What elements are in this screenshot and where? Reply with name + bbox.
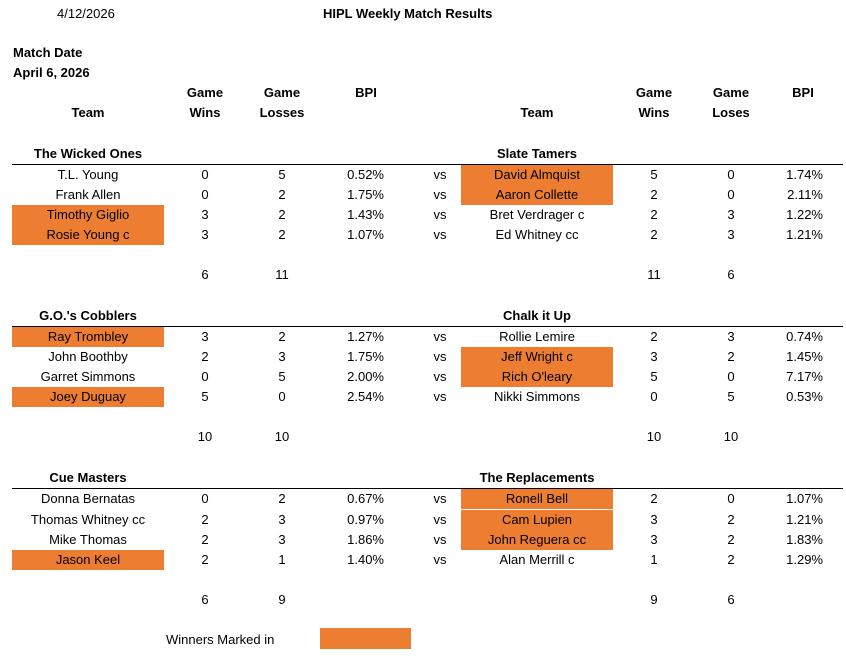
- home-player-wins: 2: [201, 512, 209, 527]
- home-player-losses: 3: [278, 512, 286, 527]
- away-player-bpi: 1.22%: [786, 207, 823, 222]
- away-player-losses: 2: [727, 512, 735, 527]
- home-player-bpi: 0.52%: [347, 167, 384, 182]
- home-player-name: Frank Allen: [55, 187, 121, 202]
- page-title: HIPL Weekly Match Results: [323, 6, 493, 21]
- away-player-losses: 2: [727, 532, 735, 547]
- home-total-losses: 9: [278, 592, 286, 607]
- home-player-wins: 0: [201, 167, 209, 182]
- away-player-wins: 3: [650, 512, 658, 527]
- away-total-wins: 10: [646, 429, 662, 444]
- col-header-wins-left-1: Game: [186, 85, 224, 100]
- home-player-bpi: 1.86%: [347, 532, 384, 547]
- vs-label: vs: [433, 349, 447, 364]
- away-player-name-winner: Cam Lupien: [461, 510, 613, 530]
- home-player-bpi: 1.07%: [347, 227, 384, 242]
- away-player-wins: 2: [650, 227, 658, 242]
- vs-label: vs: [433, 491, 447, 506]
- home-player-name-winner: Timothy Giglio: [12, 205, 164, 225]
- col-header-bpi-right: BPI: [792, 85, 814, 100]
- col-header-team-right: Team: [520, 105, 554, 120]
- vs-label: vs: [433, 369, 447, 384]
- home-player-bpi: 0.67%: [347, 491, 384, 506]
- match-date-label: Match Date: [13, 45, 83, 60]
- home-player-losses: 5: [278, 167, 286, 182]
- away-player-bpi: 1.21%: [786, 227, 823, 242]
- vs-label: vs: [433, 552, 447, 567]
- away-player-wins: 2: [650, 329, 658, 344]
- col-header-wins-right-2: Wins: [638, 105, 670, 120]
- home-player-wins: 2: [201, 532, 209, 547]
- away-total-wins: 9: [650, 592, 658, 607]
- col-header-losses-right-2: Loses: [712, 105, 750, 120]
- away-player-bpi: 1.21%: [786, 512, 823, 527]
- home-player-bpi: 2.54%: [347, 389, 384, 404]
- home-player-wins: 3: [201, 207, 209, 222]
- away-team-name: Chalk it Up: [503, 308, 571, 323]
- away-player-bpi: 1.45%: [786, 349, 823, 364]
- away-player-name: Rollie Lemire: [499, 329, 575, 344]
- away-total-losses: 6: [727, 267, 735, 282]
- home-player-losses: 2: [278, 491, 286, 506]
- away-player-losses: 3: [727, 227, 735, 242]
- away-player-losses: 3: [727, 329, 735, 344]
- vs-label: vs: [433, 167, 447, 182]
- away-player-name-winner: John Reguera cc: [461, 530, 613, 550]
- home-player-name: Thomas Whitney cc: [30, 512, 146, 527]
- away-player-name-winner: David Almquist: [461, 165, 613, 185]
- away-player-bpi: 1.07%: [786, 491, 823, 506]
- legend-label: Winners Marked in: [166, 632, 275, 647]
- vs-label: vs: [433, 329, 447, 344]
- home-player-wins: 3: [201, 329, 209, 344]
- home-player-losses: 3: [278, 532, 286, 547]
- vs-label: vs: [433, 512, 447, 527]
- away-player-losses: 0: [727, 369, 735, 384]
- home-player-wins: 2: [201, 552, 209, 567]
- away-player-wins: 2: [650, 207, 658, 222]
- home-player-name: Donna Bernatas: [41, 491, 135, 506]
- away-player-losses: 2: [727, 552, 735, 567]
- away-total-losses: 10: [723, 429, 739, 444]
- away-player-name: Ed Whitney cc: [495, 227, 579, 242]
- away-player-wins: 5: [650, 167, 658, 182]
- away-player-bpi: 0.74%: [786, 329, 823, 344]
- home-player-losses: 2: [278, 207, 286, 222]
- vs-label: vs: [433, 227, 447, 242]
- away-player-name: Bret Verdrager c: [489, 207, 585, 222]
- away-player-wins: 0: [650, 389, 658, 404]
- away-player-losses: 0: [727, 167, 735, 182]
- home-player-losses: 0: [278, 389, 286, 404]
- home-total-wins: 10: [197, 429, 213, 444]
- home-player-losses: 2: [278, 227, 286, 242]
- home-player-losses: 5: [278, 369, 286, 384]
- home-player-name: John Boothby: [48, 349, 128, 364]
- home-total-wins: 6: [201, 267, 209, 282]
- home-player-bpi: 0.97%: [347, 512, 384, 527]
- away-player-losses: 0: [727, 187, 735, 202]
- home-player-bpi: 1.40%: [347, 552, 384, 567]
- home-player-losses: 1: [278, 552, 286, 567]
- home-team-name: G.O.'s Cobblers: [39, 308, 137, 323]
- away-player-bpi: 0.53%: [786, 389, 823, 404]
- home-player-name-winner: Jason Keel: [12, 550, 164, 570]
- home-player-wins: 0: [201, 187, 209, 202]
- report-date: 4/12/2026: [57, 6, 115, 21]
- col-header-losses-left-2: Losses: [259, 105, 305, 120]
- home-player-name: Garret Simmons: [40, 369, 136, 384]
- col-header-losses-left-1: Game: [263, 85, 301, 100]
- home-player-wins: 5: [201, 389, 209, 404]
- away-team-name: Slate Tamers: [497, 146, 577, 161]
- away-player-losses: 2: [727, 349, 735, 364]
- home-player-name-winner: Ray Trombley: [12, 327, 164, 347]
- home-player-bpi: 1.75%: [347, 187, 384, 202]
- away-player-bpi: 1.29%: [786, 552, 823, 567]
- away-player-wins: 5: [650, 369, 658, 384]
- home-player-bpi: 1.43%: [347, 207, 384, 222]
- vs-label: vs: [433, 187, 447, 202]
- away-player-name-winner: Ronell Bell: [461, 489, 613, 509]
- home-player-wins: 0: [201, 369, 209, 384]
- away-total-losses: 6: [727, 592, 735, 607]
- col-header-bpi-left: BPI: [355, 85, 377, 100]
- home-total-losses: 11: [275, 267, 289, 282]
- home-player-losses: 3: [278, 349, 286, 364]
- vs-label: vs: [433, 389, 447, 404]
- away-player-wins: 3: [650, 532, 658, 547]
- away-player-wins: 2: [650, 491, 658, 506]
- home-player-losses: 2: [278, 329, 286, 344]
- away-player-wins: 2: [650, 187, 658, 202]
- home-team-name: Cue Masters: [49, 470, 127, 485]
- away-player-bpi: 1.83%: [786, 532, 823, 547]
- home-player-bpi: 1.27%: [347, 329, 384, 344]
- vs-label: vs: [433, 532, 447, 547]
- away-player-name: Nikki Simmons: [494, 389, 580, 404]
- col-header-team-left: Team: [71, 105, 105, 120]
- vs-label: vs: [433, 207, 447, 222]
- away-player-name-winner: Jeff Wright c: [461, 347, 613, 367]
- home-player-wins: 0: [201, 491, 209, 506]
- home-player-bpi: 1.75%: [347, 349, 384, 364]
- away-player-bpi: 2.11%: [787, 187, 823, 202]
- home-total-wins: 6: [201, 592, 209, 607]
- col-header-wins-right-1: Game: [635, 85, 673, 100]
- home-player-wins: 3: [201, 227, 209, 242]
- home-player-bpi: 2.00%: [347, 369, 384, 384]
- col-header-wins-left-2: Wins: [189, 105, 221, 120]
- away-player-losses: 5: [727, 389, 735, 404]
- home-team-name: The Wicked Ones: [33, 146, 143, 161]
- home-player-losses: 2: [278, 187, 286, 202]
- home-player-name: Mike Thomas: [49, 532, 127, 547]
- away-player-name: Alan Merrill c: [499, 552, 575, 567]
- away-player-bpi: 1.74%: [786, 167, 823, 182]
- away-player-losses: 3: [727, 207, 735, 222]
- away-player-wins: 1: [650, 552, 658, 567]
- home-player-name-winner: Joey Duguay: [12, 387, 164, 407]
- col-header-losses-right-1: Game: [712, 85, 750, 100]
- away-player-name-winner: Aaron Collette: [461, 185, 613, 205]
- home-total-losses: 10: [274, 429, 290, 444]
- away-player-wins: 3: [650, 349, 658, 364]
- home-player-name-winner: Rosie Young c: [12, 225, 164, 245]
- away-team-name: The Replacements: [479, 470, 595, 485]
- home-player-name: T.L. Young: [57, 167, 119, 182]
- away-total-wins: 11: [647, 267, 661, 282]
- away-player-name-winner: Rich O'leary: [461, 367, 613, 387]
- match-date: April 6, 2026: [13, 65, 90, 80]
- home-player-wins: 2: [201, 349, 209, 364]
- legend-winner-swatch: [320, 628, 411, 649]
- away-player-losses: 0: [727, 491, 735, 506]
- away-player-bpi: 7.17%: [786, 369, 823, 384]
